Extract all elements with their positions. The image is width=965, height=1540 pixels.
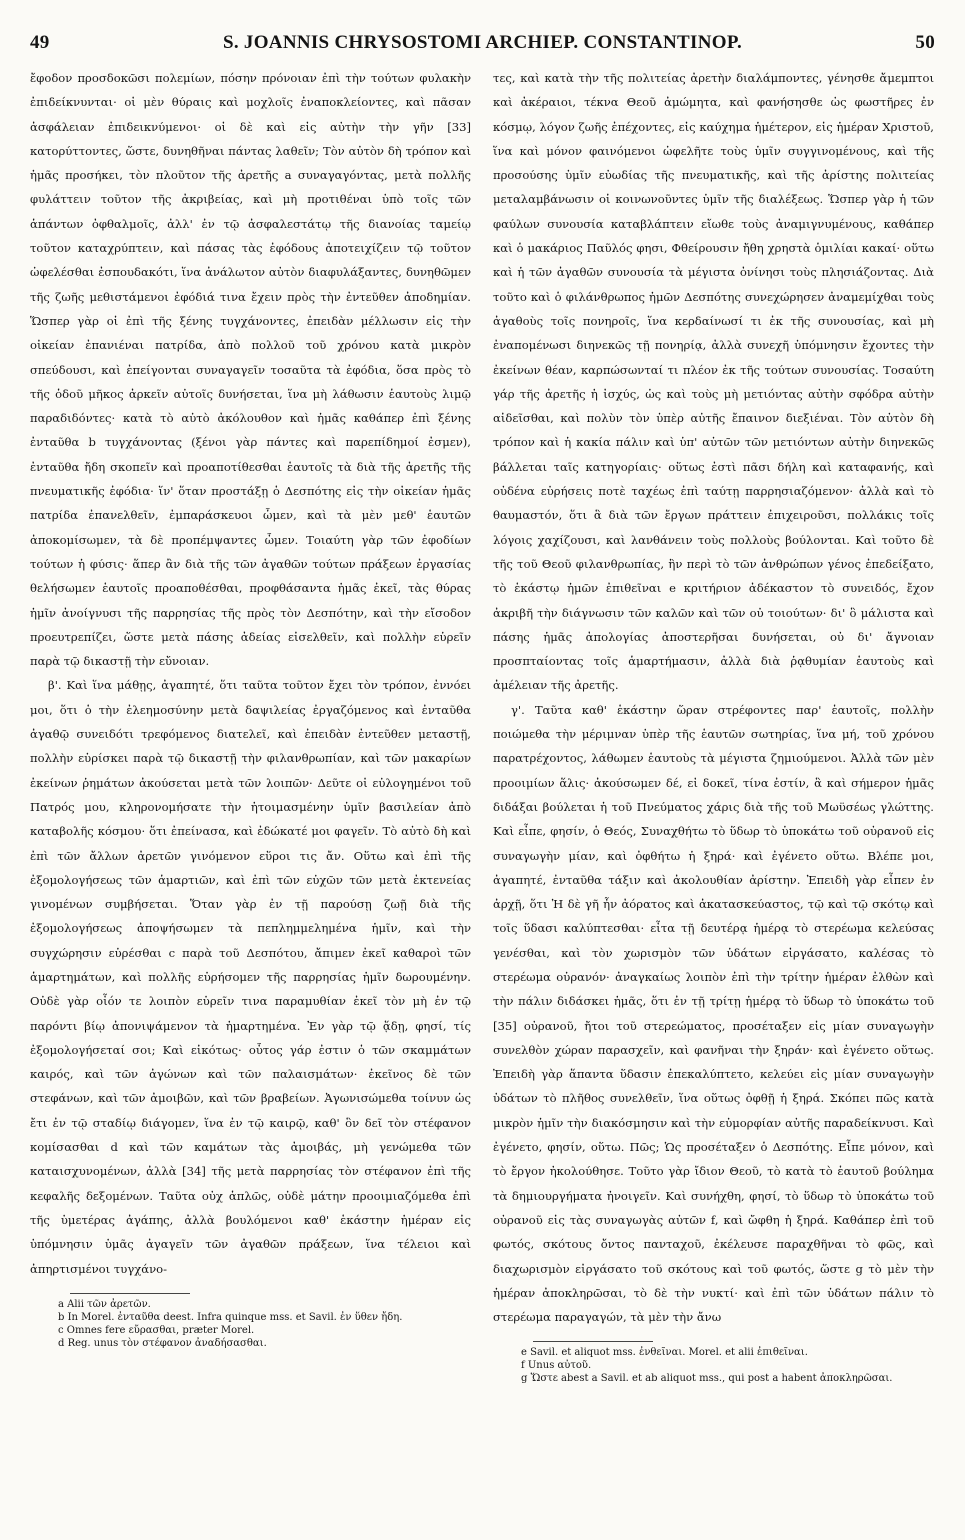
- right-paragraph-2: γ'. Ταῦτα καθ' ἑκάστην ὥραν στρέφοντες παρ' ἑαυτοῖς, πολλὴν ποιώμεθα τὴν μέριμναν ὑπὲρ τῆς ἑαυτῶν σωτηρίας, ἵνα μή, τοῦ χρόνου παρατρέχοντος, λάθωμεν ἑαυτοὺς τὰ μέγιστα ζημιούμενοι. Ἀλλὰ τῶν μὲν προοιμίων ἅλις· ἀκούσωμεν δέ, εἰ δοκεῖ, τίνα ἐστίν, ἃ καὶ σήμερον ἡμᾶς διδάξαι βούλεται ἡ τοῦ Πνεύματος χάρις διὰ τῆς τοῦ Μωϋσέως γλώττης. Καὶ εἶπε, φησίν, ὁ Θεός, Συναχθήτω τὸ ὕδωρ τὸ ὑποκάτω τοῦ οὐρανοῦ εἰς συναγωγὴν μίαν, καὶ ὀφθήτω ἡ ξηρά· καὶ ἐγένετο οὕτω. Βλέπε μοι, ἀγαπητέ, ἐνταῦθα τάξιν καὶ ἀκολουθίαν ἀρίστην. Ἐπειδὴ γὰρ εἶπεν ἐν ἀρχῇ, ὅτι Ἡ δὲ γῆ ἦν ἀόρατος καὶ ἀκατασκεύαστος, τῷ καὶ τῷ σκότῳ καὶ τοῖς ὕδασι καλύπτεσθαι· εἶτα τῇ δευτέρᾳ ἡμέρᾳ τὸ στερέωμα κελεύσας γενέσθαι, καὶ τὸν χωρισμὸν τῶν ὑδάτων εἰργάσατο, καλέσας τὸ στερέωμα οὐρανόν· ἀναγκαίως λοιπὸν ἐπὶ τὴν τρίτην ἡμέραν ἐλθὼν καὶ τὴν πάλιν διδάσκει ἡμᾶς, ὅτι ἐν τῇ τρίτῃ ἡμέρᾳ τὸ ὕδωρ τὸ ὑποκάτω τοῦ [35] οὐρανοῦ, ἤτοι τοῦ στερεώματος, προσέταξεν εἰς μίαν συναγωγὴν συνελθὸν χώραν παρασχεῖν, καὶ φανῆναι τὴν ξηράν· καὶ ἐγένετο οὕτως. Ἐπειδὴ γὰρ ἅπαντα ὕδασιν ἐπεκαλύπτετο, κελεύει εἰς μίαν συναγωγὴν ὑδάτων τὸ πλῆθος συνελθεῖν, ἵνα οὕτως ὀφθῇ ἡ ξηρά. Σκόπει πῶς κατὰ μικρὸν ἡμῖν τὴν διακόσμησιν καὶ τὴν εὐμορφίαν αὐτῆς παραδείκνυσι. Καὶ ἐγένετο, φησίν, οὕτω. Πῶς; Ὡς προσέταξεν ὁ Δεσπότης. Εἶπε μόνον, καὶ τὸ ἔργον ἠκολούθησε. Τοῦτο γὰρ ἴδιον Θεοῦ, τὸ κατὰ τὸ ἑαυτοῦ βούλημα τὰ δημιουργήματα ἠνοιγεῖν. Καὶ συνήχθη, φησί, τὸ ὕδωρ τὸ ὑποκάτω τοῦ οὐρανοῦ εἰς τὰς συναγωγὰς αὐτῶν f, καὶ ὤφθη ἡ ξηρά. Καθάπερ ἐπὶ τοῦ φωτός, σκότους ὄντος πανταχοῦ, ἐκέλευσε παραχθῆναι τὸ φῶς, καὶ διαχωρισμὸν εἰργάσατο τοῦ σκότους καὶ τοῦ φωτός, ὥστε g τὸ μὲν τὴν ἡμέραν ἀποκληρῶσαι, τὸ δὲ τὴν νυκτί· καὶ ἐπὶ τῶν ὑδάτων πάλιν τὸ στερέωμα παραγαγών, τὰ μὲν τὴν ἄνω: [493, 702, 934, 1325]
- footnote: d Reg. unus τὸν στέφανον ἀναδήσασθαι.: [58, 1337, 267, 1349]
- left-column: [30, 66, 471, 1385]
- right-footnotes: [493, 1346, 934, 1385]
- footnote: c Omnes fere εὔρασθαι, præter Morel.: [58, 1324, 255, 1336]
- page-number-left: 49: [30, 32, 50, 53]
- left-paragraph-2: β'. Καὶ ἵνα μάθῃς, ἀγαπητέ, ὅτι ταῦτα τοῦτον ἔχει τὸν τρόπον, ἐννόει μοι, ὅτι ὁ τὴν ἐλεημοσύνην μετὰ δαψιλείας ἐργαζόμενος καὶ ἐνταῦθα ἀγαθῷ συνειδότι τρεφόμενος διατελεῖ, καὶ ἐπειδὰν ἐντεῦθεν μεταστῇ, πολλὴν εὑρίσκει παρὰ τῷ δικαστῇ τὴν φιλανθρωπίαν, καὶ τῶν μακαρίων ἐκείνων ῥημάτων ἀκούσεται μετὰ τῶν λοιπῶν· Δεῦτε οἱ εὐλογημένοι τοῦ Πατρός μου, κληρονομήσατε τὴν ἡτοιμασμένην ὑμῖν βασιλείαν ἀπὸ καταβολῆς κόσμου· ὅτι ἐπείνασα, καὶ ἐδώκατέ μοι φαγεῖν. Τὸ αὐτὸ δὴ καὶ ἐπὶ τῶν ἄλλων ἀρετῶν γινόμενον εὕροι τις ἄν. Οὕτω καὶ ἐπὶ τῆς ἐξομολογήσεως τῶν ἁμαρτιῶν, καὶ ἐπὶ τῶν εὐχῶν τῶν μετὰ ἐκτενείας γινομένων συμβήσεται. Ὅταν γὰρ ἐν τῇ παρούσῃ ζωῇ διὰ τῆς ἐξομολογήσεως ἀποψήσωμεν τὰ πεπλημμελημένα ἡμῖν, καὶ τὴν συγχώρησιν εὑρέσθαι c παρὰ τοῦ Δεσπότου, ἄπιμεν ἐκεῖ καθαροὶ τῶν ἁμαρτημάτων, καὶ πολλῆς εὑρήσομεν τῆς παρρησίας ἡμῖν δωρουμένην. Οὐδὲ γὰρ οἷόν τε λοιπὸν εὑρεῖν τινα παραμυθίαν ἐκεῖ τὸν μὴ ἐν τῷ παρόντι βίῳ ἀπονιψάμενον τὰ ἡμαρτημένα. Ἐν γὰρ τῷ ᾅδῃ, φησί, τίς ἐξομολογήσεταί σοι; Καὶ εἰκότως· οὗτος γάρ ἐστιν ὁ τῶν σκαμμάτων καιρός, καὶ τῶν ἀγώνων καὶ τῶν παλαισμάτων· ἐκεῖνος δὲ τῶν στεφάνων, καὶ τῶν ἀμοιβῶν, καὶ τῶν βραβείων. Ἀγωνισώμεθα τοίνυν ὡς ἔτι ἐν τῷ σταδίῳ διάγομεν, ἵνα ἐν τῷ καιρῷ, καθ' ὃν δεῖ τὸν στέφανον κομίσασθαι d καὶ τῶν καμάτων τὰς ἀμοιβάς, μὴ γενώμεθα τῶν καταισχυνομένων, ἀλλὰ [34] τῆς μετὰ παρρησίας τὸν στέφανον ἐπὶ τῆς κεφαλῆς δεξομένων. Ταῦτα οὐχ ἁπλῶς, οὐδὲ μάτην προοιμιαζόμεθα ἐπὶ τῆς ὑμετέρας ἀγάπης, ἀλλὰ βουλόμενοι καθ' ἑκάστην ἡμέραν εἰς ὑπόμνησιν ὑμᾶς ἀγαγεῖν τῶν ἀγαθῶν πράξεων, ἵνα τέλειοι καὶ ἀπηρτισμένοι τυγχάνο-: [30, 678, 471, 1276]
- left-paragraph-1: ἔφοδον προσδοκῶσι πολεμίων, πόσην πρόνοιαν ἐπὶ τὴν τούτων φυλακὴν ἐπιδείκνυνται· οἱ μὲν θύραις καὶ μοχλοῖς ἐναποκλείοντες, καὶ πᾶσαν ἀσφάλειαν ἐπιδεικνύμενοι· οἱ δὲ καὶ εἰς αὐτὴν τὴν γῆν [33] κατορύττοντες, ὥστε, δυνηθῆναι πάντας λαθεῖν; Τὸν αὐτὸν δὴ τρόπον καὶ ἡμᾶς προσήκει, τὸν πλοῦτον τῆς ἀρετῆς a συναγαγόντας, μετὰ πολλῆς φυλάττειν τοῦτον τῆς ἀκριβείας, καὶ μὴ προτιθέναι ὑπὸ τοῖς τῶν ἁπάντων ὀφθαλμοῖς, ἀλλ' ἐν τῷ ἀσφαλεστάτῳ τῆς διανοίας ταμείῳ τοῦτον καταχρύπτειν, καὶ πάσας τὰς ἐφόδους ἀποτειχίζειν τῷ τοῦτον ὠφελέσθαι ἐσπουδακότι, ἵνα ἀνάλωτον αὐτὸν διαφυλάξαντες, δυνηθῶμεν τῆς ζωῆς μεθιστάμενοι ἐφόδιά τινα ἔχειν πρὸς τὴν ἐντεῦθεν ἀποδημίαν. Ὥσπερ γὰρ οἱ ἐπὶ τῆς ξένης τυγχάνοντες, ἐπειδὰν μέλλωσιν εἰς τὴν οἰκείαν ἐπανιέναι πατρίδα, ἀπὸ πολλοῦ τοῦ χρόνου κατὰ μικρὸν σπεύδουσι, καὶ ἐπείγονται συναγαγεῖν τοσαῦτα τὰ ἐφόδια, ὅσα πρὸς τὸ τῆς ὁδοῦ μῆκος ἀρκεῖν αὐτοῖς δυνήσεται, ἵνα μὴ λάθωσιν ἑαυτοὺς λιμῷ παραδιδόντες· κατὰ τὸ αὐτὸ ἀκόλουθον καὶ ἡμᾶς καθάπερ ἐπὶ ξένης ἐνταῦθα b τυγχάνοντας (ξένοι γὰρ πάντες καὶ παρεπίδημοί ἐσμεν), ἐνταῦθα ἤδη σκοπεῖν καὶ προαποτίθεσθαι ἑαυτοῖς τὰ διὰ τῆς ἀρετῆς τῆς πνευματικῆς ἐφόδια· ἵν' ὅταν προστάξῃ ὁ Δεσπότης εἰς τὴν οἰκείαν ἡμᾶς πατρίδα ἐπανελθεῖν, ἐμπαράσκευοι ὦμεν, καὶ τὰ μὲν μεθ' ἑαυτῶν ἀποκομίσωμεν, τὰ δὲ προπέμψαντες ὦμεν. Τοιαύτη γὰρ τῶν ἐφοδίων τούτων ἡ φύσις· ἅπερ ἂν διὰ τῆς τῶν ἀγαθῶν τούτων πράξεων ἐργασίας θελήσωμεν ἑαυτοῖς προαποθέσθαι, προφθάσαντα ἡμᾶς ἐκεῖ, τὰς θύρας ἡμῖν ἀνοίγνυσι τῆς παρρησίας τῆς πρὸς τὸν Δεσπότην, καὶ τὴν εἴσοδον προευτρεπίζει, ὥστε μετὰ πάσης ἀδείας εἰσελθεῖν, καὶ πολλὴν εὑρεῖν παρὰ τῷ δικαστῇ τὴν εὔνοιαν.: [30, 71, 471, 669]
- footnote: a Alii τῶν ἀρετῶν.: [58, 1298, 151, 1310]
- right-paragraph-1: τες, καὶ κατὰ τὴν τῆς πολιτείας ἀρετὴν διαλάμποντες, γένησθε ἄμεμπτοι καὶ ἀκέραιοι, τέκνα Θεοῦ ἀμώμητα, καὶ φανήσησθε ὡς φωστῆρες ἐν κόσμῳ, λόγον ζωῆς ἐπέχοντες, εἰς καύχημα ἡμέτερον, εἰς ἡμέραν Χριστοῦ, ἵνα καὶ μόνον φαινόμενοι ὠφελῆτε τοὺς ὑμῖν συγγινομένους, καὶ τῆς προσούσης ὑμῖν εὐωδίας τῆς πνευματικῆς, καὶ τῆς ἀρίστης πολιτείας μεταλαμβάνωσιν οἱ κοινωνοῦντες ὑμῖν τῆς διαλέξεως. Ὥσπερ γὰρ ἡ τῶν φαύλων συνουσία καταβλάπτειν εἴωθε τοὺς ἀναμιγνυμένους, καθάπερ καὶ ὁ μακάριος Παῦλός φησι, Φθείρουσιν ἤθη χρηστὰ ὁμιλίαι κακαί· οὕτω καὶ ἡ τῶν ἀγαθῶν συνουσία τὰ μέγιστα ὀνίνησι τοὺς πλησιάζοντας. Διὰ τοῦτο καὶ ὁ φιλάνθρωπος ἡμῶν Δεσπότης συνεχώρησεν ἀναμεμίχθαι τοὺς ἀγαθοὺς τοῖς πονηροῖς, ἵνα κερδαίνωσί τι ἐκ τῆς συνουσίας, καὶ μὴ ἐναπομένωσι διηνεκῶς τῇ πονηρίᾳ, ἀλλὰ συνεχῆ ὑπόμνησιν ἔχοντες τὴν ἐκείνων θέαν, καρπώσωνταί τι πλέον ἐκ τῆς τούτων συνουσίας. Τοσαύτη γάρ τῆς ἀρετῆς ἡ ἰσχύς, ὡς καὶ τοὺς μὴ μετιόντας αὐτὴν σφόδρα αὐτὴν αἰδεῖσθαι, καὶ πολὺν τὸν ὑπὲρ αὐτῆς ἔπαινον διεξιέναι. Τὸν αὐτὸν δὴ τρόπον καὶ ἡ κακία πάλιν καὶ ὑπ' αὐτῶν τῶν μετιόντων αὐτὴν διηνεκῶς βάλλεται ταῖς κατηγορίαις· οὕτως ἐστὶ πᾶσι δήλη καὶ καταφανής, καὶ οὐδένα εὑρήσεις ποτὲ ταχέως ἐπὶ ταύτῃ παρρησιαζόμενον· ἀλλὰ καὶ τὸ θαυμαστόν, ὅτι ἃ διὰ τῶν ἔργων πράττειν ἐπιχειροῦσι, πολλάκις τοῖς λόγοις χαχίζουσι, καὶ λανθάνειν τοὺς πολλοὺς βούλονται. Καὶ τοῦτο δὲ τῆς τοῦ Θεοῦ φιλανθρωπίας, ἣν περὶ τὸ τῶν ἀνθρώπων γένος ἐπεδείξατο, τὸ ἑκάστῳ ἡμῶν ἐπιθεῖναι e κριτήριον ἀδέκαστον τὸ συνειδός, ἔχον ἀκριβῆ τὴν διάγνωσιν τῶν καλῶν καὶ τῶν οὐ τοιούτων· δι' ὃ μάλιστα καὶ πάσης ἡμᾶς ἀπολογίας ἀποστερῆσαι δυνήσεται, οὐ δι' ἄγνοιαν προσπταίοντας τοῖς ἁμαρτήμασιν, ἀλλὰ διὰ ῥᾳθυμίαν ἑαυτοὺς καὶ ἀμέλειαν τῆς ἀρετῆς.: [493, 71, 934, 693]
- footnote-rule: [533, 1341, 653, 1342]
- right-column: [493, 66, 934, 1385]
- footnote: f Unus αὐτοῦ.: [521, 1360, 592, 1372]
- running-header: [30, 32, 935, 54]
- footnote: g Ὥστε abest a Savil. et ab aliquot mss., qui post a habent ἀποκληρῶσαι.: [521, 1373, 893, 1385]
- footnote: e Savil. et aliquot mss. ἐνθεῖναι. Morel. et alii ἐπιθεῖναι.: [521, 1347, 808, 1359]
- footnote-rule: [70, 1293, 190, 1294]
- left-footnotes: [30, 1298, 471, 1350]
- footnote: b In Morel. ἐνταῦθα deest. Infra quinque mss. et Savil. ἐν ὕθεν ἤδη.: [58, 1311, 403, 1323]
- page-number-right: 50: [915, 32, 935, 53]
- running-title: S. JOANNIS CHRYSOSTOMI ARCHIEP. CONSTANTINOP.: [222, 32, 743, 53]
